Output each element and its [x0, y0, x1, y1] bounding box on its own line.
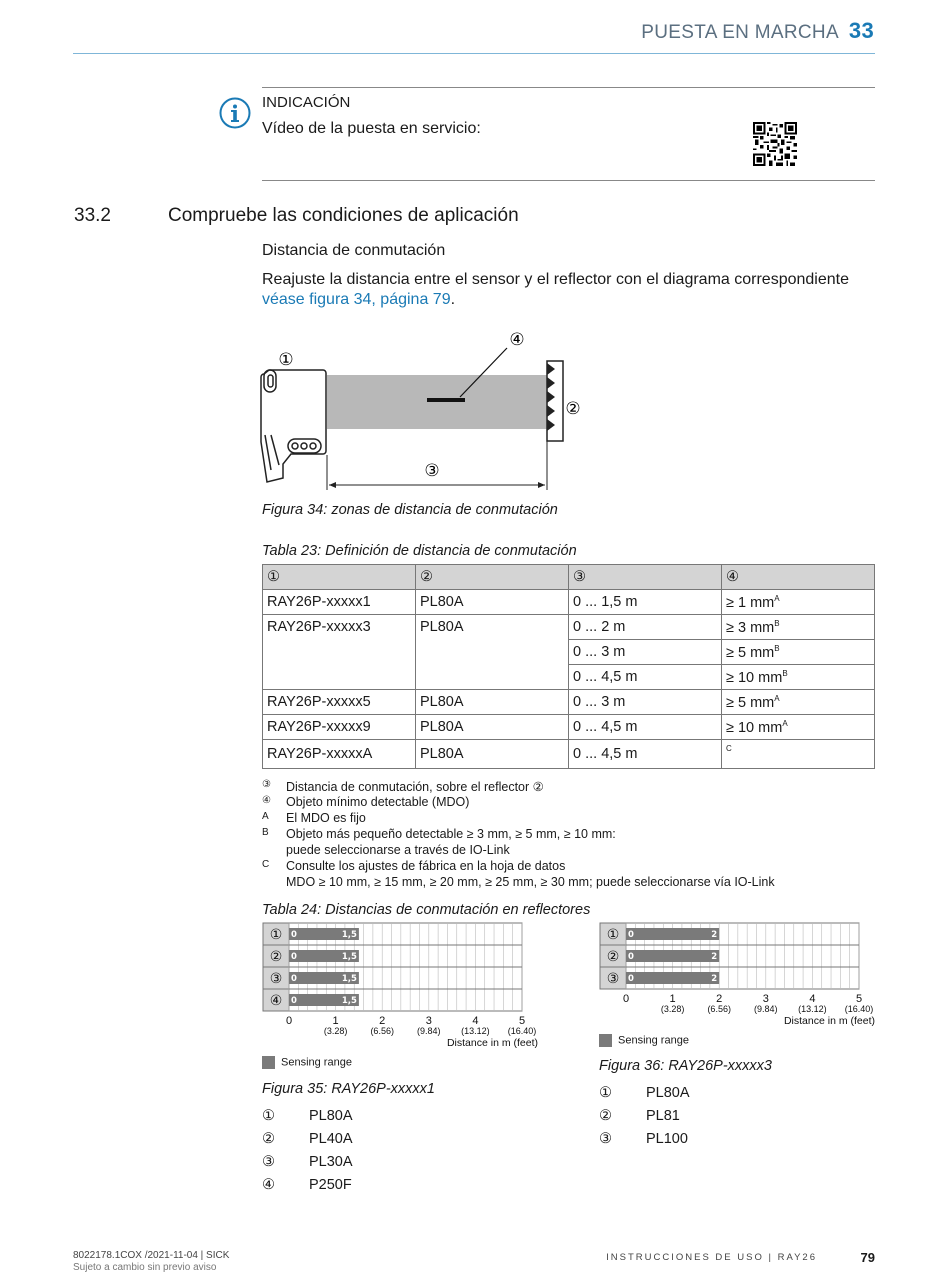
list-value: P250F	[309, 1177, 352, 1193]
footnote-text: Objeto más pequeño detectable ≥ 3 mm, ≥ 5 mm, ≥ 10 mm:	[286, 827, 616, 841]
note-top-rule	[262, 87, 875, 88]
table-row	[263, 740, 875, 769]
list-value: PL80A	[646, 1085, 690, 1101]
figure-35-caption: Figura 35: RAY26P-xxxxx1	[262, 1081, 435, 1097]
row-label: ①	[269, 927, 283, 943]
bar-start-label: 0	[291, 930, 297, 940]
table-row	[263, 615, 875, 640]
x-tick-label: 1	[332, 1015, 339, 1027]
list-key: ③	[262, 1154, 275, 1170]
list-value: PL80A	[309, 1108, 353, 1124]
x-tick-feet-label: (9.84)	[417, 1026, 441, 1036]
x-tick-feet-label: (9.84)	[754, 1004, 778, 1014]
column-header: ④	[722, 565, 875, 590]
footnote-ref: B	[774, 643, 780, 653]
footer-manual: INSTRUCCIONES DE USO | RAY26	[606, 1252, 817, 1263]
table-24-caption: Tabla 24: Distancias de conmutación en reflectores	[262, 902, 591, 918]
callout-2: ②	[565, 399, 581, 419]
range-bar	[626, 972, 719, 984]
reflector-cell: PL80A	[416, 715, 569, 740]
chart-ray26p-xxxxx3	[599, 922, 879, 1032]
row-label: ②	[269, 949, 283, 965]
mdo-cell: ≥ 10 $mm^B$	[722, 665, 875, 690]
x-tick-label: 5	[855, 993, 863, 1005]
bar-start-label: 0	[291, 952, 297, 962]
x-tick-feet-label: (13.12)	[798, 1004, 827, 1014]
bar-start-label: 0	[291, 974, 297, 984]
document-id: 8022178.1COX /2021-11-04 | SICK	[73, 1250, 230, 1261]
footnote-mark: ③	[262, 779, 271, 790]
callout-3: ③	[424, 461, 440, 481]
footnote-mark: B	[262, 827, 269, 838]
mdo-cell: ≥ 5 $mm^B$	[722, 640, 875, 665]
footnote-text: puede seleccionarse a través de IO-Link	[286, 843, 510, 857]
x-tick-label: 0	[285, 1015, 293, 1027]
x-tick-feet-label: (16.40)	[844, 1004, 874, 1014]
footnote-ref: A	[782, 718, 788, 728]
list-value: PL40A	[309, 1131, 353, 1147]
reflector-cell: PL80A	[416, 740, 569, 769]
page-number: 79	[860, 1250, 875, 1265]
section-title: Compruebe las condiciones de aplicación	[168, 205, 519, 226]
subheading: Distancia de conmutación	[262, 242, 446, 259]
chapter-number: 33	[848, 18, 874, 43]
bar-end-label: 1,5	[341, 952, 357, 962]
paragraph-period: .	[450, 291, 456, 308]
table-row	[263, 715, 875, 740]
legend-swatch	[262, 1056, 275, 1069]
note-bottom-rule	[262, 180, 875, 181]
x-tick-label: 2	[716, 993, 723, 1005]
reflector-cell: PL80A	[416, 590, 569, 615]
reflector	[547, 361, 563, 441]
reflector-cell: PL80A	[416, 615, 569, 690]
footnote-ref: B	[782, 668, 788, 678]
footnotes	[262, 779, 872, 891]
range-bar	[626, 950, 719, 962]
footnote-mark: A	[262, 811, 269, 822]
mdo-cell: ≥ 3 $mm^B$	[722, 615, 875, 640]
list-key: ①	[599, 1085, 612, 1101]
figure-34-diagram	[255, 325, 595, 500]
footnote-mark: ④	[262, 795, 271, 806]
x-tick-label: 1	[669, 993, 676, 1005]
footnote-text: Distancia de conmutación, sobre el reflector ②	[286, 780, 544, 794]
range-bar	[626, 928, 719, 940]
mdo-cell: ≥ 1 $mm^A$	[722, 590, 875, 615]
body-paragraph	[262, 270, 872, 310]
bar-start-label: 0	[628, 974, 634, 984]
row-label: ④	[269, 993, 283, 1009]
figure-34-caption: Figura 34: zonas de distancia de conmutación	[262, 502, 558, 518]
paragraph-text: Reajuste la distancia entre el sensor y el reflector con el diagrama correspondiente	[262, 271, 849, 288]
model-cell: RAY26P-xxxxx3	[263, 615, 416, 690]
x-tick-feet-label: (6.56)	[707, 1004, 731, 1014]
x-axis-label: Distance in m (feet)	[783, 1015, 875, 1027]
table-23-caption: Tabla 23: Definición de distancia de conmutación	[262, 543, 577, 559]
model-cell: RAY26P-xxxxxA	[263, 740, 416, 769]
x-tick-label: 4	[809, 993, 816, 1005]
bar-start-label: 0	[291, 996, 297, 1006]
x-tick-feet-label: (13.12)	[461, 1026, 490, 1036]
bar-end-label: 1,5	[341, 996, 357, 1006]
list-value: PL81	[646, 1108, 680, 1124]
footnote-text: Objeto mínimo detectable (MDO)	[286, 795, 470, 809]
x-tick-label: 0	[622, 993, 630, 1005]
callout-4: ④	[509, 330, 525, 350]
chart2-legend	[599, 1034, 689, 1047]
x-tick-feet-label: (3.28)	[323, 1026, 348, 1036]
list-key: ②	[599, 1108, 612, 1124]
range-cell: 0 ... 3 m	[569, 690, 722, 715]
row-label: ③	[269, 971, 283, 987]
range-cell: 0 ... 4,5 m	[569, 740, 722, 769]
list-key: ②	[262, 1131, 275, 1147]
model-cell: RAY26P-xxxxx5	[263, 690, 416, 715]
disclaimer: Sujeto a cambio sin previo aviso	[73, 1262, 217, 1273]
header-rule	[73, 53, 875, 54]
row-label: ②	[606, 949, 620, 965]
table-23	[262, 564, 875, 769]
figure-36-caption: Figura 36: RAY26P-xxxxx3	[599, 1058, 772, 1074]
sensor-housing	[261, 370, 326, 482]
x-tick-label: 2	[379, 1015, 386, 1027]
info-icon	[219, 97, 251, 129]
row-label: ①	[606, 927, 620, 943]
reflector-cell: PL80A	[416, 690, 569, 715]
column-header: ②	[416, 565, 569, 590]
bar-start-label: 0	[628, 952, 634, 962]
callout-1: ①	[278, 350, 294, 370]
footnote-text: MDO ≥ 10 mm, ≥ 15 mm, ≥ 20 mm, ≥ 25 mm, ≥ 30 mm; puede seleccionarse vía IO-Link	[286, 875, 775, 889]
chart1-legend	[262, 1056, 352, 1069]
x-tick-feet-label: (6.56)	[370, 1026, 394, 1036]
mdo-cell: ≥ 5 $mm^A$	[722, 690, 875, 715]
list-value: PL100	[646, 1131, 688, 1147]
x-tick-feet-label: (3.28)	[660, 1004, 685, 1014]
column-header: ③	[569, 565, 722, 590]
x-tick-label: 3	[762, 993, 769, 1005]
footnote-mark: C	[262, 859, 270, 870]
x-tick-label: 4	[472, 1015, 479, 1027]
chapter-title: PUESTA EN MARCHA	[641, 22, 839, 43]
note-title: INDICACIÓN	[262, 94, 351, 111]
range-cell: 0 ... 3 m	[569, 640, 722, 665]
x-tick-feet-label: (16.40)	[507, 1026, 537, 1036]
bar-end-label: 2	[711, 974, 718, 984]
footnote-text: Consulte los ajustes de fábrica en la hoja de datos	[286, 859, 566, 873]
list-key: ④	[262, 1177, 275, 1193]
bar-start-label: 0	[628, 930, 634, 940]
mdo-cell: ≥ 10 $mm^A$	[722, 715, 875, 740]
footnote-text: El MDO es fijo	[286, 811, 366, 825]
bar-end-label: 1,5	[341, 974, 357, 984]
table-row	[263, 690, 875, 715]
x-tick-label: 5	[518, 1015, 526, 1027]
x-axis-label: Distance in m (feet)	[446, 1037, 538, 1049]
legend-label: Sensing range	[281, 1056, 352, 1069]
min-object-marker	[427, 398, 465, 402]
section-number: 33.2	[74, 205, 111, 226]
range-cell: 0 ... 4,5 m	[569, 715, 722, 740]
footnote-ref: A	[774, 593, 780, 603]
x-tick-label: 3	[425, 1015, 432, 1027]
footnote-ref: C	[726, 744, 732, 753]
list-key: ③	[599, 1131, 612, 1147]
range-cell: 0 ... 2 m	[569, 615, 722, 640]
legend-swatch	[599, 1034, 612, 1047]
note-text: Vídeo de la puesta en servicio:	[262, 120, 481, 137]
table-header-row	[263, 565, 875, 590]
legend-label: Sensing range	[618, 1034, 689, 1047]
chapter-header	[641, 18, 874, 44]
footer-left	[73, 1250, 229, 1274]
qr-code-icon[interactable]	[753, 122, 797, 166]
table-row	[263, 590, 875, 615]
range-cell: 0 ... 1,5 m	[569, 590, 722, 615]
footnote-ref: B	[774, 618, 780, 628]
model-cell: RAY26P-xxxxx9	[263, 715, 416, 740]
column-header: ①	[263, 565, 416, 590]
bar-end-label: 2	[711, 952, 718, 962]
list-key: ①	[262, 1108, 275, 1124]
bar-end-label: 2	[711, 930, 718, 940]
footnote-ref: A	[774, 693, 780, 703]
range-cell: 0 ... 4,5 m	[569, 665, 722, 690]
list-value: PL30A	[309, 1154, 353, 1170]
figure-link[interactable]: véase figura 34, página 79	[262, 291, 451, 308]
chart-ray26p-xxxxx1	[262, 922, 542, 1052]
model-cell: RAY26P-xxxxx1	[263, 590, 416, 615]
mdo-cell	[722, 740, 875, 769]
row-label: ③	[606, 971, 620, 987]
bar-end-label: 1,5	[341, 930, 357, 940]
